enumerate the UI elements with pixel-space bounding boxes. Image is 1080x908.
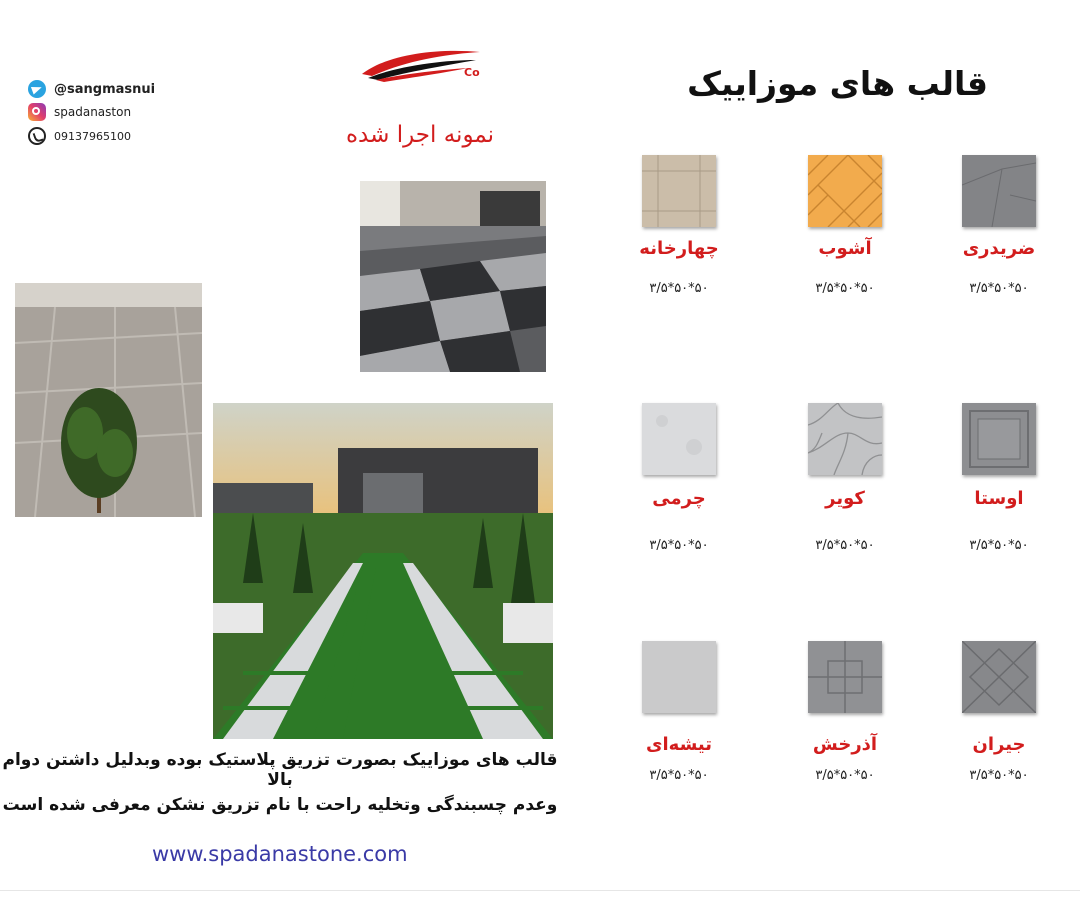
tile-pattern (962, 155, 1036, 227)
tile-size: ۵۰*۵۰*۳/۵ (649, 768, 709, 783)
tile-size: ۵۰*۵۰*۳/۵ (969, 768, 1029, 783)
tile-size: ۵۰*۵۰*۳/۵ (969, 538, 1029, 553)
tile-kavir-image[interactable] (808, 403, 882, 475)
telegram-icon (28, 80, 46, 98)
tile-name-jeyran: جیران (972, 734, 1026, 755)
sample-photo-checkered-floor (360, 181, 546, 372)
tile-size: ۵۰*۵۰*۳/۵ (815, 281, 875, 296)
logo-mark: Co (464, 66, 480, 79)
tile-pattern (642, 155, 716, 227)
villa-walkway-image (213, 403, 553, 739)
whatsapp-contact[interactable] (28, 127, 131, 145)
whatsapp-number: 09137965100 (54, 129, 131, 143)
instagram-icon (28, 103, 46, 121)
bottom-divider (0, 890, 1080, 891)
checkered-floor-image (360, 181, 546, 372)
tile-osta-image[interactable] (962, 403, 1036, 475)
tile-pattern (808, 155, 882, 227)
tile-chaharkhaneh-image[interactable] (642, 155, 716, 227)
tile-size: ۵۰*۵۰*۳/۵ (815, 768, 875, 783)
tile-pattern (642, 403, 716, 475)
telegram-handle: @sangmasnui (54, 81, 156, 97)
sample-photo-patio-plant (15, 283, 202, 517)
brand-logo (358, 44, 488, 88)
description-line-2: وعدم چسبندگی وتخلیه راحت با نام تزریق نشکن معرفی شده است (2, 795, 558, 815)
section-subtitle: نمونه اجرا شده (346, 122, 495, 148)
tile-size: ۵۰*۵۰*۳/۵ (649, 538, 709, 553)
tile-name-kavir: کویر (825, 488, 865, 509)
tile-name-tishei: تیشه‌ای (645, 734, 712, 755)
tile-name-chaharkhaneh: چهارخانه (639, 238, 719, 259)
tile-tishei-image[interactable] (642, 641, 716, 713)
tile-name-osta: اوستا (974, 488, 1024, 509)
instagram-contact[interactable] (28, 103, 131, 121)
tile-jeyran-image[interactable] (962, 641, 1036, 713)
tile-size: ۵۰*۵۰*۳/۵ (969, 281, 1029, 296)
whatsapp-icon (28, 127, 46, 145)
tile-zarbdari-image[interactable] (962, 155, 1036, 227)
patio-plant-image (15, 283, 202, 517)
website-link[interactable]: www.spadanastone.com (152, 842, 408, 866)
tile-name-zarbdari: ضریدری (962, 238, 1036, 259)
tile-name-ashoob: آشوب (818, 238, 872, 259)
tile-ashoob-image[interactable] (808, 155, 882, 227)
tile-charmi-image[interactable] (642, 403, 716, 475)
tile-azarakhsh-image[interactable] (808, 641, 882, 713)
tile-size: ۵۰*۵۰*۳/۵ (649, 281, 709, 296)
description-line-1: قالب های موزاییک بصورت تزریق پلاستیک بوده وبدلیل داشتن دوام بالا (2, 750, 558, 790)
tile-pattern (962, 403, 1036, 475)
tile-pattern (808, 641, 882, 713)
instagram-handle: spadanaston (54, 105, 132, 119)
tile-pattern (808, 403, 882, 475)
telegram-contact[interactable] (28, 80, 155, 98)
tile-name-charmi: چرمی (652, 488, 706, 509)
tile-name-azarakhsh: آذرخش (812, 734, 878, 755)
tile-size: ۵۰*۵۰*۳/۵ (815, 538, 875, 553)
tile-pattern (642, 641, 716, 713)
page-title: قالب های موزاییک (687, 64, 988, 103)
tile-pattern (962, 641, 1036, 713)
sample-photo-villa-walkway (213, 403, 553, 739)
